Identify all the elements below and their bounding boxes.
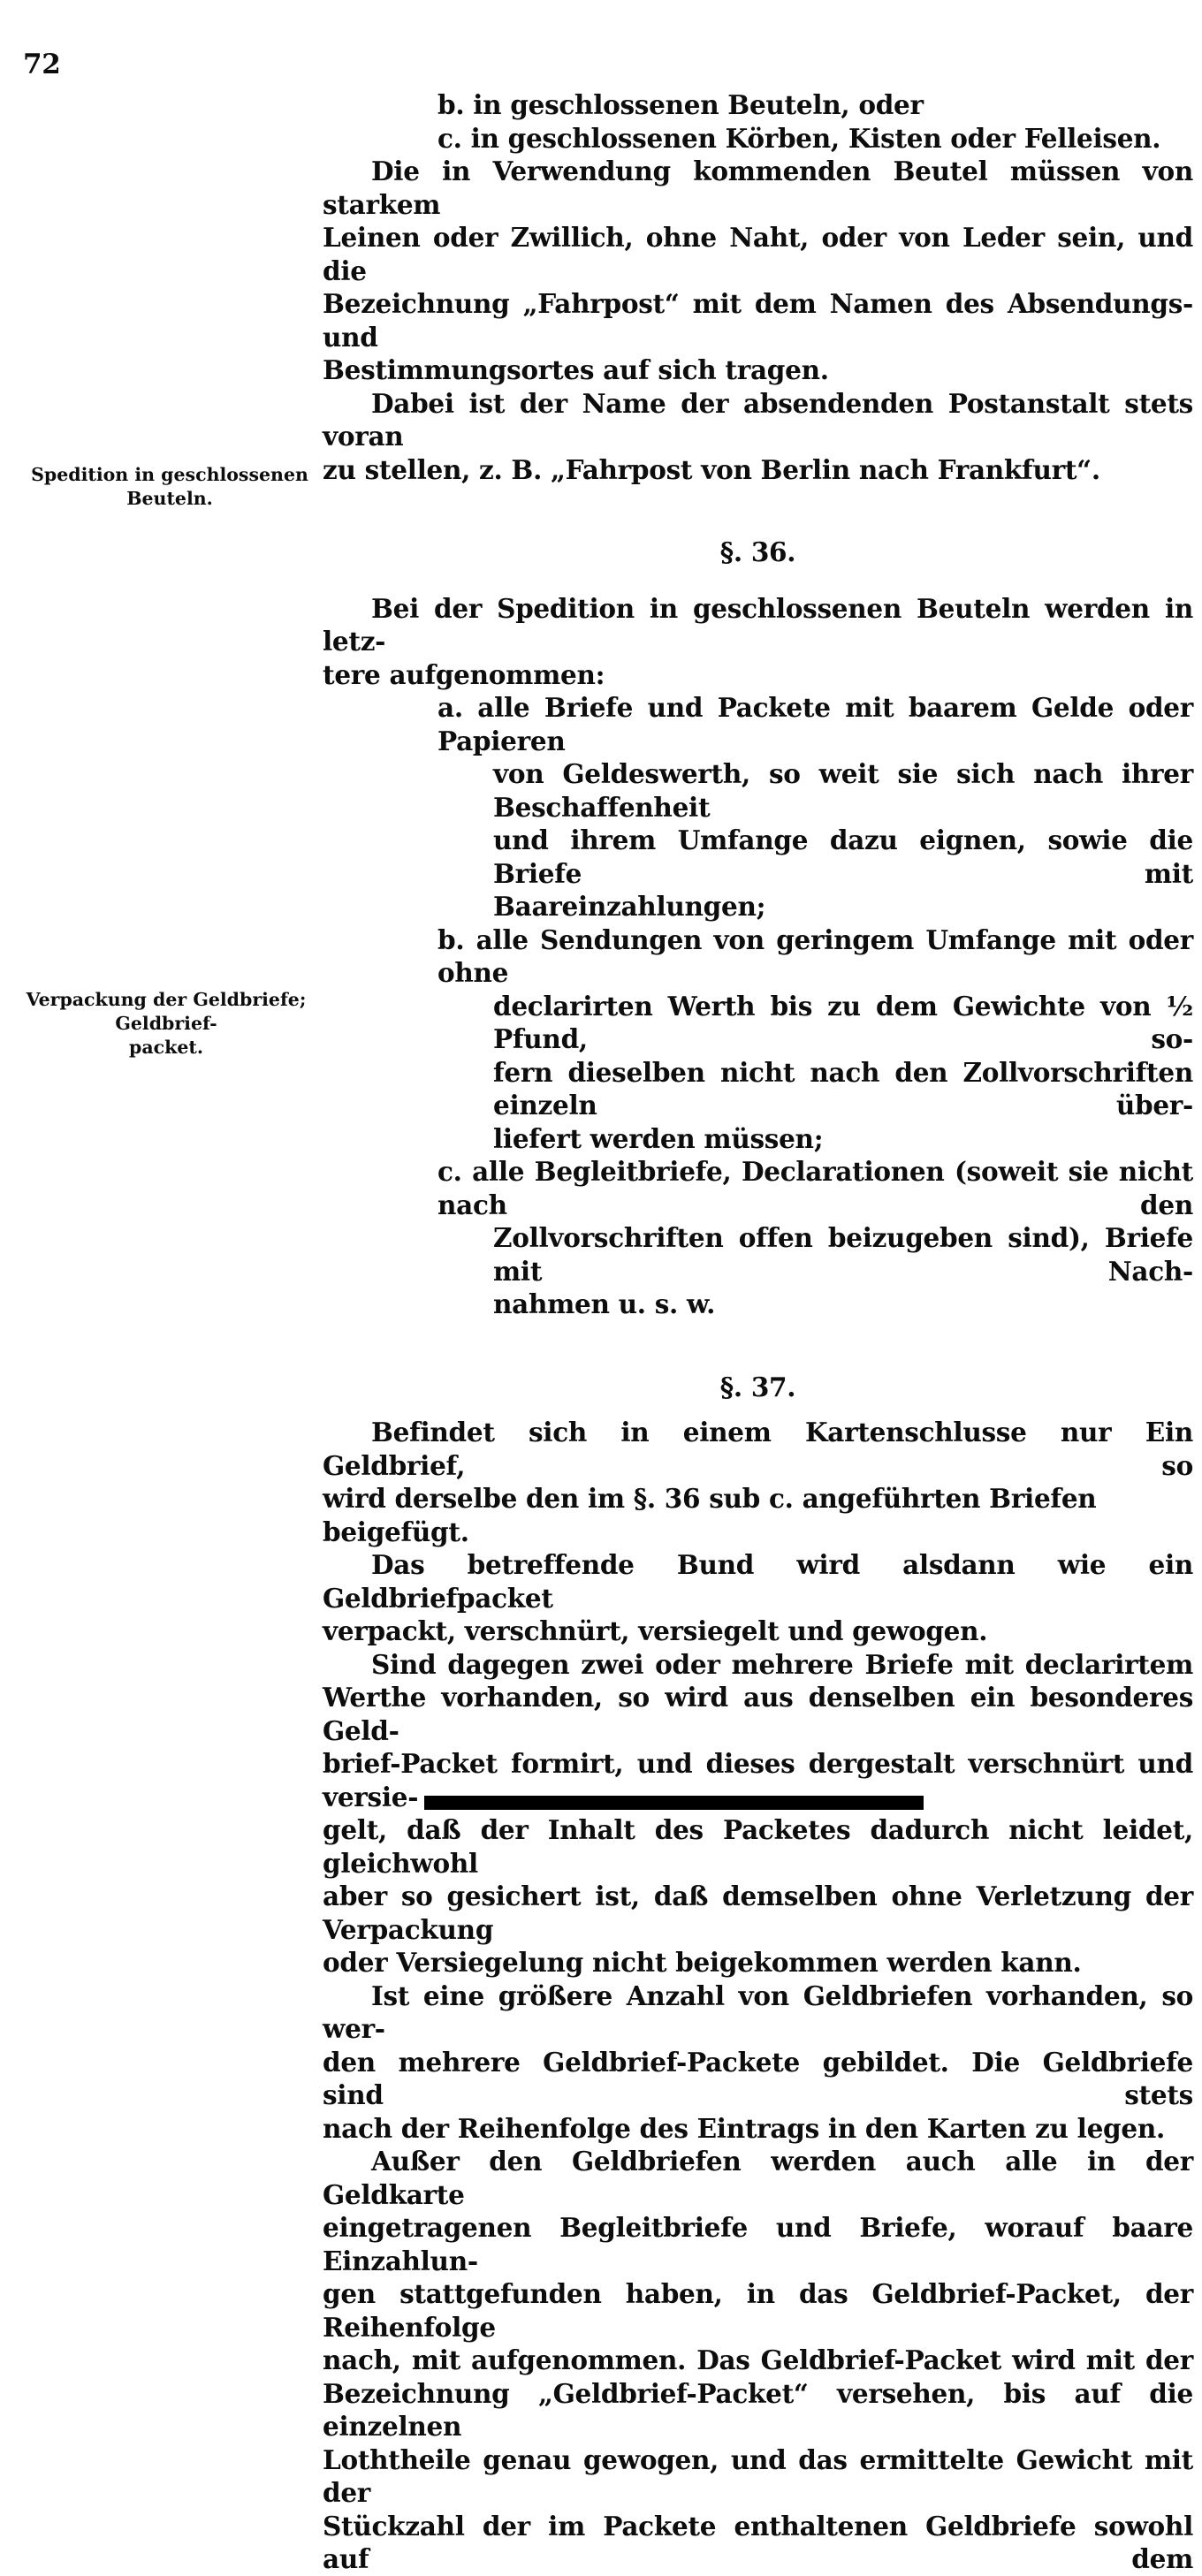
text-line: Ist eine größere Anzahl von Geldbriefen vorhanden, so wer- [323,1979,1193,2044]
section-heading-37: §. 37. [719,1371,796,1402]
scan-artifact-bar [424,1796,924,1810]
text-line: Werthe vorhanden, so wird aus denselben ein besonderes Geld- [323,1682,1193,1746]
list-item-line: Zollvorschriften offen beizugeben sind), Briefe mit Nach- [493,1222,1193,1287]
text-line: eingetragenen Begleitbriefe und Briefe, worauf baare Einzahlun- [323,2212,1193,2276]
text-line: Leinen oder Zwillich, ohne Naht, oder von Leder sein, und die [323,222,1193,286]
list-item-line: a. alle Briefe und Packete mit baarem Gelde oder Papieren [437,692,1193,756]
margin-note-section-36 [21,463,318,511]
text-line: verpackt, verschnürt, versiegelt und gewogen. [323,1615,988,1646]
text-line: aber so gesichert ist, daß demselben ohne Verletzung der Verpackung [323,1881,1193,1945]
text-line: Befindet sich in einem Kartenschlusse nur Ein Geldbrief, so [323,1417,1193,1481]
list-item-line: nahmen u. s. w. [493,1288,716,1319]
list-item-line: c. alle Begleitbriefe, Declarationen (soweit sie nicht nach den [437,1156,1193,1220]
text-line: Dabei ist der Name der absendenden Postanstalt stets voran [323,387,1193,452]
margin-note-section-37 [14,988,318,1060]
page-number: 72 [23,49,61,80]
margin-note-text: Verpackung der Geldbriefe; Geldbrief- [26,989,307,1034]
list-item-line: fern dieselben nicht nach den Zollvorschriften einzeln über- [493,1056,1193,1121]
text-line: Bestimmungsortes auf sich tragen. [323,354,829,385]
text-line: Die in Verwendung kommenden Beutel müssen von starkem [323,156,1193,220]
margin-note-text: Spedition in geschlossenen Beuteln. [31,464,308,509]
text-line: Bei der Spedition in geschlossenen Beuteln werden in letz- [323,592,1193,657]
text-line: tere aufgenommen: [323,658,605,690]
text-line: gen stattgefunden haben, in das Geldbrief-Packet, der Reihenfolge [323,2278,1193,2343]
text-line: Außer den Geldbriefen werden auch alle in der Geldkarte [323,2146,1193,2210]
section-heading-36: §. 36. [719,536,796,567]
list-item-line: Baareinzahlungen; [493,891,766,922]
text-line: nach der Reihenfolge des Eintrags in den Karten zu legen. [323,2112,1165,2144]
text-line: c. in geschlossenen Körben, Kisten oder Felleisen. [437,122,1161,154]
list-item-line: declarirten Werth bis zu dem Gewichte von ½ Pfund, so- [493,990,1193,1054]
text-line: Stückzahl der im Packete enthaltenen Geldbriefe sowohl auf dem [323,2510,1193,2574]
text-line: gelt, daß der Inhalt des Packetes dadurch nicht leidet, gleichwohl [323,1814,1193,1879]
main-text-column [323,88,1193,2576]
list-item-line: von Geldeswerth, so weit sie sich nach ihrer Beschaffenheit [493,758,1193,823]
list-item-line: b. alle Sendungen von geringem Umfange mit oder ohne [437,923,1193,988]
text-line: brief-Packet formirt, und dieses dergestalt verschnürt und versie- [323,1748,1193,1812]
text-line: Das betreffende Bund wird alsdann wie ein Geldbriefpacket [323,1549,1193,1614]
text-line: nach, mit aufgenommen. Das Geldbrief-Packet wird mit der [323,2344,1193,2375]
text-line: den mehrere Geldbrief-Packete gebildet. Die Geldbriefe sind stets [323,2046,1193,2110]
list-item-line: liefert werden müssen; [493,1122,824,1154]
text-line: Bezeichnung „Geldbrief-Packet“ versehen, bis auf die einzelnen [323,2377,1193,2442]
text-line: Sind dagegen zwei oder mehrere Briefe mit declarirtem [371,1648,1193,1680]
text-line: Loththeile genau gewogen, und das ermittelte Gewicht mit der [323,2443,1193,2508]
text-line: zu stellen, z. B. „Fahrpost von Berlin nach Frankfurt“. [323,453,1100,485]
text-line: oder Versiegelung nicht beigekommen werden kann. [323,1947,1082,1978]
text-line: b. in geschlossenen Beuteln, oder [437,89,924,120]
margin-note-text: packet. [129,1037,203,1058]
text-line: Bezeichnung „Fahrpost“ mit dem Namen des Absendungs- und [323,288,1193,353]
text-line: wird derselbe den im §. 36 sub c. angeführten Briefen beigefügt. [323,1483,1097,1547]
list-item-line: und ihrem Umfange dazu eignen, sowie die Briefe mit [493,824,1193,889]
